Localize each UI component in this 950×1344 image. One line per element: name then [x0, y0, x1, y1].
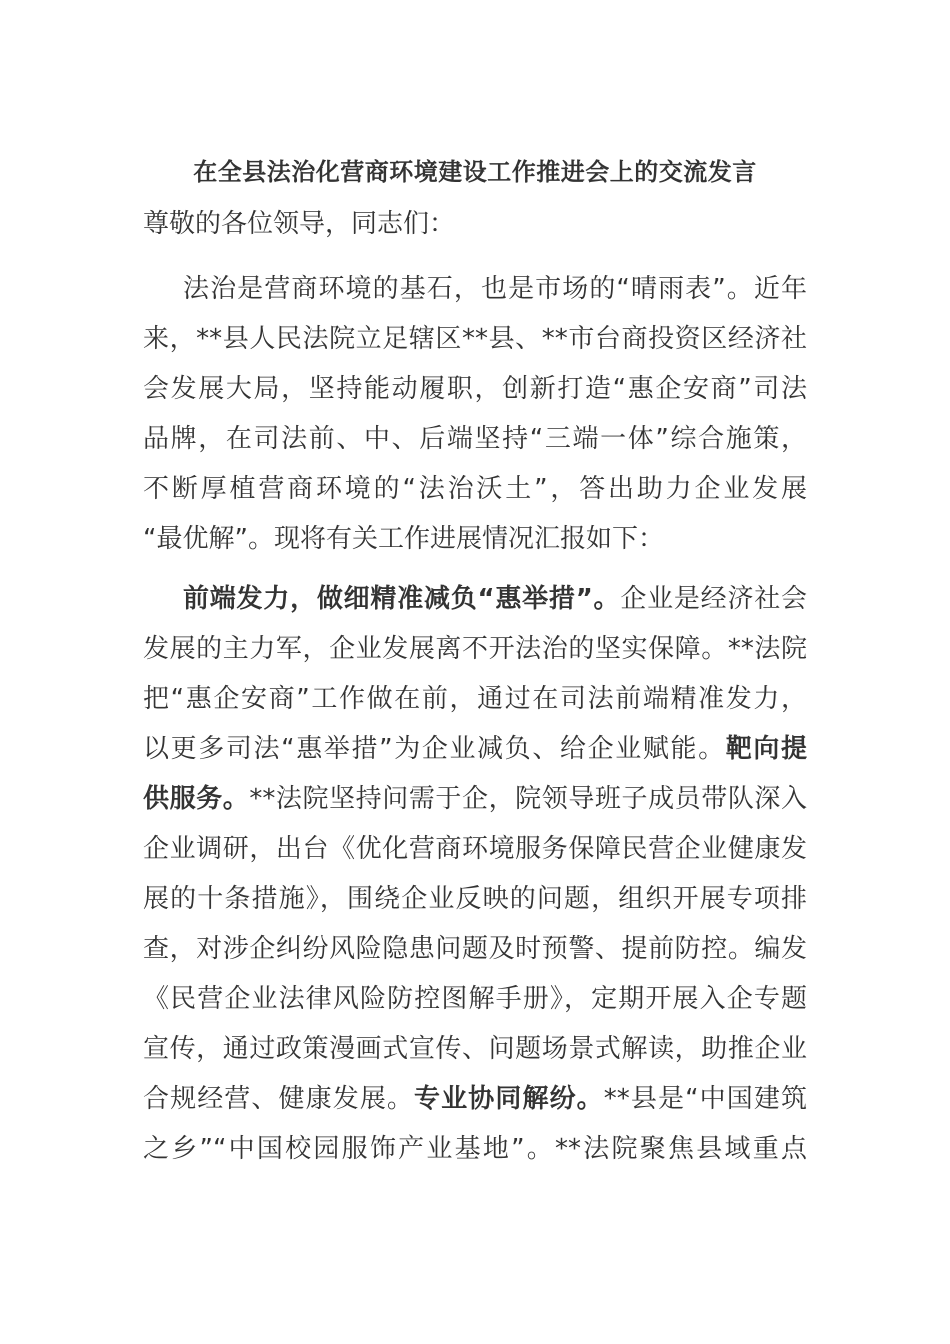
text-line: “最优解”。现将有关工作进展情况汇报如下：	[143, 524, 664, 554]
text-line: 会发展大局，坚持能动履职，创新打造“惠企安商”司法	[143, 374, 807, 404]
text-line: 品牌，在司法前、中、后端坚持“三端一体”综合施策，	[143, 424, 807, 454]
text-run: **县是“中国建筑	[603, 1084, 807, 1114]
subheading: 靶向提	[725, 734, 807, 764]
salutation: 尊敬的各位领导，同志们：	[143, 209, 456, 239]
text-line: 查，对涉企纠纷风险隐患问题及时预警、提前防控。编发	[143, 934, 807, 964]
text-line	[143, 724, 807, 774]
text-line: 宣传，通过政策漫画式宣传、问题场景式解读，助推企业	[143, 1034, 807, 1064]
text-run: **法院坚持问需于企，院领导班子成员带队深入	[249, 784, 807, 814]
text-line: 不断厚植营商环境的“法治沃土”，答出助力企业发展	[143, 474, 807, 504]
paragraph-frontend	[143, 574, 807, 1174]
text-line: 发展的主力军，企业发展离不开法治的坚实保障。**法院	[143, 634, 807, 664]
section-heading: 前端发力，做细精准减负“惠举措”。	[183, 584, 621, 614]
subheading: 专业协同解纷。	[414, 1084, 604, 1114]
text-line: 来，**县人民法院立足辖区**县、**市台商投资区经济社	[143, 324, 807, 354]
text-line: 展的十条措施》，围绕企业反映的问题，组织开展专项排	[143, 884, 807, 914]
document-page	[143, 152, 807, 1184]
text-line: 法治是营商环境的基石，也是市场的“晴雨表”。近年	[183, 274, 807, 304]
text-line: 之乡”“中国校园服饰产业基地”。**法院聚焦县域重点	[143, 1134, 807, 1164]
text-line	[143, 1074, 807, 1124]
text-run: 以更多司法“惠举措”为企业减负、给企业赋能。	[143, 734, 726, 764]
text-run: 合规经营、健康发展。	[143, 1084, 415, 1114]
text-run: 企业是经济社会	[620, 584, 807, 614]
text-line: 把“惠企安商”工作做在前，通过在司法前端精准发力，	[143, 684, 807, 714]
subheading: 供服务。	[143, 784, 250, 814]
text-line	[143, 574, 807, 624]
paragraph-intro	[143, 264, 807, 564]
text-line: 企业调研，出台《优化营商环境服务保障民营企业健康发	[143, 834, 807, 864]
document-title: 在全县法治化营商环境建设工作推进会上的交流发言	[193, 158, 757, 186]
text-line	[143, 774, 807, 824]
text-line: 《民营企业法律风险防控图解手册》，定期开展入企专题	[143, 984, 807, 1014]
